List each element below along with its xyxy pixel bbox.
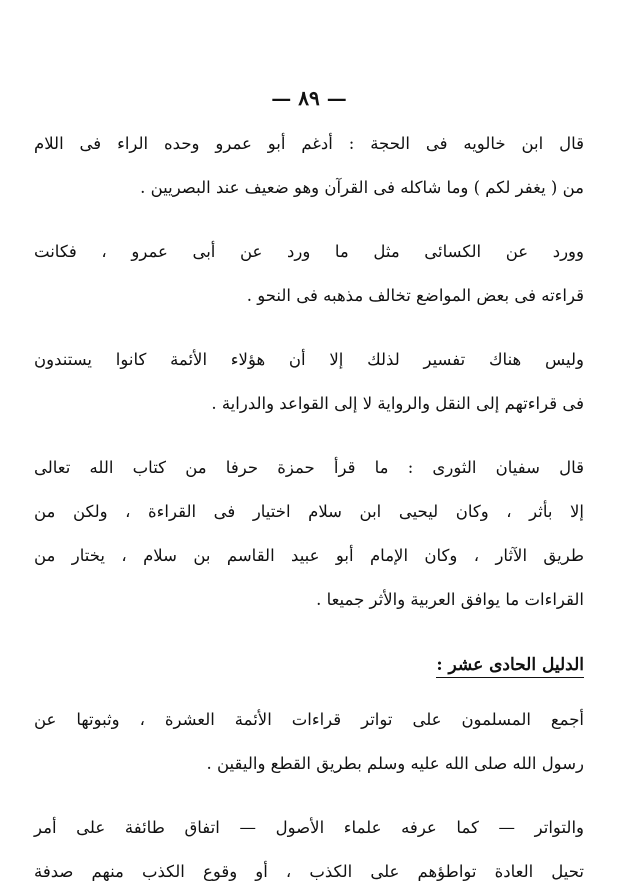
text-line: رسول الله صلى الله عليه وسلم بطريق القطع واليقين . [206,754,584,773]
paragraph-consensus [34,698,584,786]
text-line: إلا بأثر ، وكان ليحيى ابن سلام اختيار فى القراءة ، ولكن من [34,502,584,521]
text-line: والتواتر — كما عرفه علماء الأصول — اتفاق طائفة على أمر [34,818,584,837]
text-line: قال سفيان الثورى : ما قرأ حمزة حرفا من كتاب الله تعالى [34,458,584,477]
text-line: من ( يغفر لكم ) وما شاكله فى القرآن وهو ضعيف عند البصريين . [140,178,584,197]
text-line: فى قراءتهم إلى النقل والرواية لا إلى القواعد والدراية . [211,394,584,413]
text-line: تحيل العادة تواطؤهم على الكذب ، أو وقوع الكذب منهم صدفة [34,862,584,881]
paragraph-sufyan [34,446,584,622]
section-heading [34,642,584,688]
text-line: طريق الآثار ، وكان الإمام أبو عبيد القاسم بن سلام ، يختار من [34,546,584,565]
text-line: وليس هناك تفسير لذلك إلا أن هؤلاء الأئمة كانوا يستندون [34,350,584,369]
text-line: قراءته فى بعض المواضع تخالف مذهبه فى النحو . [246,286,584,305]
paragraph-explanation [34,338,584,426]
paragraph-ibn-khalawayh [34,122,584,210]
paragraph-kisai [34,230,584,318]
section-heading-text: الدليل الحادى عشر : [436,655,584,678]
page-number: — ٨٩ — [271,86,347,110]
text-line: القراءات ما يوافق العربية والأثر جميعا . [316,590,584,609]
text-line: قال ابن خالويه فى الحجة : أدغم أبو عمرو وحده الراء فى اللام [34,134,584,153]
text-line: أجمع المسلمون على تواتر قراءات الأئمة العشرة ، وثبوتها عن [34,710,584,729]
paragraph-tawatur [34,806,584,894]
text-line: وورد عن الكسائى مثل ما ورد عن أبى عمرو ، فكانت [34,242,584,261]
